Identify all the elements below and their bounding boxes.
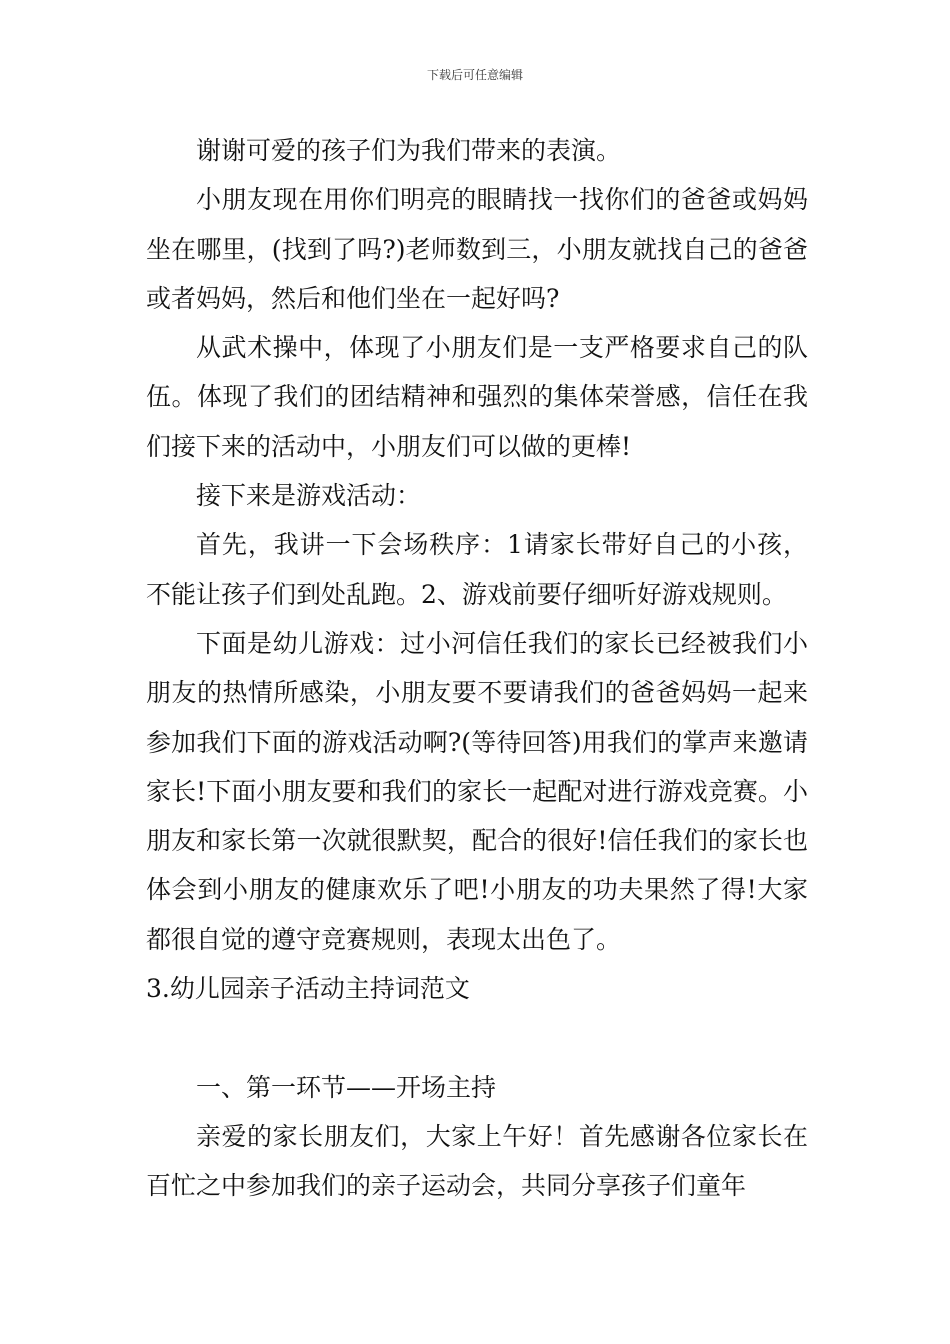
paragraph: 亲爱的家长朋友们，大家上午好！首先感谢各位家长在百忙之中参加我们的亲子运动会，共同分享孩子们童年 (146, 1121, 808, 1201)
paragraph: 谢谢可爱的孩子们为我们带来的表演。 (196, 136, 622, 165)
section-heading: 3.幼儿园亲子活动主持词范文 (146, 974, 470, 1004)
document-body (146, 126, 808, 1211)
paragraph: 从武术操中，体现了小朋友们是一支严格要求自己的队伍。体现了我们的团结精神和强烈的集体荣誉感，信任在我们接下来的活动中，小朋友们可以做的更棒! (146, 333, 808, 461)
paragraph: 首先，我讲一下会场秩序：1请家长带好自己的小孩，不能让孩子们到处乱跑。2、游戏前要仔细听好游戏规则。 (146, 530, 808, 609)
blank-line (146, 1013, 808, 1062)
paragraph: 小朋友现在用你们明亮的眼睛找一找你们的爸爸或妈妈坐在哪里，(找到了吗?)老师数到三，小朋友就找自己的爸爸或者妈妈，然后和他们坐在一起好吗? (146, 185, 808, 313)
paragraph: 接下来是游戏活动： (196, 481, 422, 511)
sub-heading: 一、第一环节——开场主持 (196, 1072, 497, 1102)
paragraph: 下面是幼儿游戏：过小河信任我们的家长已经被我们小朋友的热情所感染，小朋友要不要请我们的爸爸妈妈一起来参加我们下面的游戏活动啊?(等待回答)用我们的掌声来邀请家长!下面小朋友要和我们的家长一起配对进行游戏竞赛。小朋友和家长第一次就很默契，配合的很好!信任我们的家长也体会到小朋友的健康欢乐了吧!小朋友的功夫果然了得!大家都很自觉的遵守竞赛规则，表现太出色了。 (146, 628, 808, 954)
page-header: 下载后可任意编辑 (426, 68, 523, 82)
